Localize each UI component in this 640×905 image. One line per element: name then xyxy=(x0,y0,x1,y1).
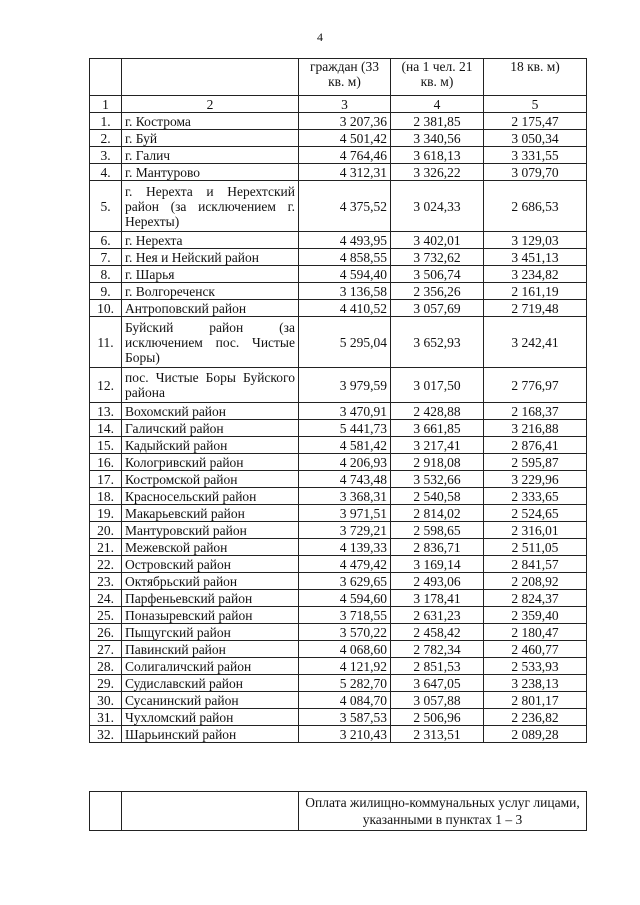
territory-name-cell: Павинский район xyxy=(122,641,299,658)
value-col4-cell: 3 732,62 xyxy=(391,249,484,266)
territory-name-cell: Парфеньевский район xyxy=(122,590,299,607)
table-row xyxy=(90,283,587,300)
value-col5-cell: 3 451,13 xyxy=(484,249,587,266)
territory-name-cell: пос. Чистые Боры Буйского района xyxy=(122,368,299,403)
value-col4-cell: 2 458,42 xyxy=(391,624,484,641)
table-row xyxy=(90,573,587,590)
value-col4-cell: 2 918,08 xyxy=(391,454,484,471)
value-col4-cell: 2 493,06 xyxy=(391,573,484,590)
table-row xyxy=(90,590,587,607)
row-number-cell: 31. xyxy=(90,709,122,726)
table-row xyxy=(90,437,587,454)
value-col4-cell: 3 017,50 xyxy=(391,368,484,403)
value-col5-cell: 2 776,97 xyxy=(484,368,587,403)
value-col5-cell: 2 511,05 xyxy=(484,539,587,556)
bottom-header-row xyxy=(90,792,587,831)
value-col3-cell: 5 441,73 xyxy=(299,420,391,437)
value-col4-cell: 3 217,41 xyxy=(391,437,484,454)
value-col4-cell: 3 024,33 xyxy=(391,181,484,232)
value-col5-cell: 2 841,57 xyxy=(484,556,587,573)
bottom-header-text: Оплата жилищно-коммунальных услуг лицами, указанными в пунктах 1 – 3 xyxy=(299,792,587,831)
territory-name-cell: Шарьинский район xyxy=(122,726,299,743)
value-col5-cell: 2 333,65 xyxy=(484,488,587,505)
value-col4-cell: 3 532,66 xyxy=(391,471,484,488)
value-col4-cell: 2 851,53 xyxy=(391,658,484,675)
table-row xyxy=(90,420,587,437)
header-cell-col4: (на 1 чел. 21 кв. м) xyxy=(391,59,484,96)
value-col4-cell: 3 506,74 xyxy=(391,266,484,283)
table-row xyxy=(90,266,587,283)
value-col4-cell: 3 647,05 xyxy=(391,675,484,692)
territory-name-cell: Костромской район xyxy=(122,471,299,488)
territory-name-cell: Буйский район (за исключением пос. Чистые Боры) xyxy=(122,317,299,368)
territory-name-cell: г. Мантурово xyxy=(122,164,299,181)
territory-name-cell: г. Волгореченск xyxy=(122,283,299,300)
bottom-cell-empty xyxy=(122,792,299,831)
value-col5-cell: 3 234,82 xyxy=(484,266,587,283)
table-row xyxy=(90,692,587,709)
row-number-cell: 28. xyxy=(90,658,122,675)
value-col3-cell: 4 312,31 xyxy=(299,164,391,181)
value-col5-cell: 3 050,34 xyxy=(484,130,587,147)
table-row xyxy=(90,539,587,556)
value-col4-cell: 2 782,34 xyxy=(391,641,484,658)
territory-name-cell: г. Галич xyxy=(122,147,299,164)
value-col3-cell: 3 629,65 xyxy=(299,573,391,590)
value-col5-cell: 3 129,03 xyxy=(484,232,587,249)
column-index-row xyxy=(90,96,587,113)
value-col3-cell: 4 493,95 xyxy=(299,232,391,249)
value-col3-cell: 3 587,53 xyxy=(299,709,391,726)
row-number-cell: 30. xyxy=(90,692,122,709)
row-number-cell: 27. xyxy=(90,641,122,658)
table-row xyxy=(90,675,587,692)
table-row xyxy=(90,624,587,641)
territory-name-cell: г. Нерехта xyxy=(122,232,299,249)
territory-name-cell: Антроповский район xyxy=(122,300,299,317)
value-col5-cell: 2 595,87 xyxy=(484,454,587,471)
index-cell: 3 xyxy=(299,96,391,113)
value-col4-cell: 2 313,51 xyxy=(391,726,484,743)
row-number-cell: 23. xyxy=(90,573,122,590)
row-number-cell: 12. xyxy=(90,368,122,403)
table-row xyxy=(90,607,587,624)
row-number-cell: 16. xyxy=(90,454,122,471)
territory-name-cell: Галичский район xyxy=(122,420,299,437)
index-cell: 4 xyxy=(391,96,484,113)
row-number-cell: 18. xyxy=(90,488,122,505)
value-col5-cell: 2 175,47 xyxy=(484,113,587,130)
value-col5-cell: 2 686,53 xyxy=(484,181,587,232)
territory-name-cell: г. Нея и Нейский район xyxy=(122,249,299,266)
value-col4-cell: 3 661,85 xyxy=(391,420,484,437)
value-col3-cell: 3 470,91 xyxy=(299,403,391,420)
index-cell: 2 xyxy=(122,96,299,113)
value-col4-cell: 2 381,85 xyxy=(391,113,484,130)
table-row xyxy=(90,454,587,471)
value-col3-cell: 3 210,43 xyxy=(299,726,391,743)
value-col5-cell: 2 524,65 xyxy=(484,505,587,522)
table-row xyxy=(90,113,587,130)
row-number-cell: 11. xyxy=(90,317,122,368)
row-number-cell: 24. xyxy=(90,590,122,607)
value-col5-cell: 2 168,37 xyxy=(484,403,587,420)
table-row xyxy=(90,709,587,726)
row-number-cell: 32. xyxy=(90,726,122,743)
territory-name-cell: Островский район xyxy=(122,556,299,573)
table-row xyxy=(90,232,587,249)
value-col3-cell: 4 594,40 xyxy=(299,266,391,283)
value-col3-cell: 4 375,52 xyxy=(299,181,391,232)
value-col5-cell: 2 533,93 xyxy=(484,658,587,675)
table-row xyxy=(90,317,587,368)
value-col5-cell: 2 180,47 xyxy=(484,624,587,641)
territory-name-cell: Пыщугский район xyxy=(122,624,299,641)
row-number-cell: 8. xyxy=(90,266,122,283)
table-row xyxy=(90,147,587,164)
value-col3-cell: 3 971,51 xyxy=(299,505,391,522)
row-number-cell: 13. xyxy=(90,403,122,420)
value-col5-cell: 2 801,17 xyxy=(484,692,587,709)
row-number-cell: 26. xyxy=(90,624,122,641)
value-col4-cell: 2 631,23 xyxy=(391,607,484,624)
value-col5-cell: 3 216,88 xyxy=(484,420,587,437)
row-number-cell: 22. xyxy=(90,556,122,573)
territory-name-cell: Межевской район xyxy=(122,539,299,556)
row-number-cell: 1. xyxy=(90,113,122,130)
value-col5-cell: 2 359,40 xyxy=(484,607,587,624)
value-col5-cell: 3 242,41 xyxy=(484,317,587,368)
row-number-cell: 5. xyxy=(90,181,122,232)
table-row xyxy=(90,130,587,147)
value-col5-cell: 2 824,37 xyxy=(484,590,587,607)
table-row xyxy=(90,658,587,675)
value-col4-cell: 3 652,93 xyxy=(391,317,484,368)
value-col4-cell: 2 506,96 xyxy=(391,709,484,726)
territory-name-cell: Поназыревский район xyxy=(122,607,299,624)
territory-name-cell: Сусанинский район xyxy=(122,692,299,709)
territory-name-cell: Вохомский район xyxy=(122,403,299,420)
row-number-cell: 17. xyxy=(90,471,122,488)
value-col5-cell: 2 316,01 xyxy=(484,522,587,539)
value-col5-cell: 2 719,48 xyxy=(484,300,587,317)
row-number-cell: 10. xyxy=(90,300,122,317)
value-col4-cell: 2 540,58 xyxy=(391,488,484,505)
value-col4-cell: 3 340,56 xyxy=(391,130,484,147)
header-cell-number xyxy=(90,59,122,96)
value-col5-cell: 2 236,82 xyxy=(484,709,587,726)
bottom-cell-empty xyxy=(90,792,122,831)
territory-name-cell: Судиславский район xyxy=(122,675,299,692)
table-row xyxy=(90,471,587,488)
row-number-cell: 9. xyxy=(90,283,122,300)
value-col3-cell: 3 729,21 xyxy=(299,522,391,539)
table-row xyxy=(90,249,587,266)
row-number-cell: 20. xyxy=(90,522,122,539)
table-row xyxy=(90,181,587,232)
header-row xyxy=(90,59,587,96)
value-col4-cell: 2 428,88 xyxy=(391,403,484,420)
value-col3-cell: 5 295,04 xyxy=(299,317,391,368)
value-col5-cell: 3 331,55 xyxy=(484,147,587,164)
value-col4-cell: 3 057,88 xyxy=(391,692,484,709)
value-col3-cell: 4 068,60 xyxy=(299,641,391,658)
value-col3-cell: 4 084,70 xyxy=(299,692,391,709)
value-col3-cell: 3 136,58 xyxy=(299,283,391,300)
row-number-cell: 21. xyxy=(90,539,122,556)
value-col3-cell: 4 121,92 xyxy=(299,658,391,675)
territory-name-cell: Мантуровский район xyxy=(122,522,299,539)
territory-name-cell: Кадыйский район xyxy=(122,437,299,454)
value-col4-cell: 3 402,01 xyxy=(391,232,484,249)
value-col3-cell: 3 718,55 xyxy=(299,607,391,624)
row-number-cell: 2. xyxy=(90,130,122,147)
value-col3-cell: 3 368,31 xyxy=(299,488,391,505)
value-col4-cell: 3 057,69 xyxy=(391,300,484,317)
value-col3-cell: 4 410,52 xyxy=(299,300,391,317)
value-col3-cell: 4 479,42 xyxy=(299,556,391,573)
value-col3-cell: 4 139,33 xyxy=(299,539,391,556)
territory-name-cell: Солигаличский район xyxy=(122,658,299,675)
value-col5-cell: 2 208,92 xyxy=(484,573,587,590)
table-row xyxy=(90,505,587,522)
value-col5-cell: 2 460,77 xyxy=(484,641,587,658)
value-col4-cell: 3 169,14 xyxy=(391,556,484,573)
value-col5-cell: 2 161,19 xyxy=(484,283,587,300)
value-col4-cell: 3 178,41 xyxy=(391,590,484,607)
table-row xyxy=(90,641,587,658)
value-col5-cell: 3 229,96 xyxy=(484,471,587,488)
value-col3-cell: 4 581,42 xyxy=(299,437,391,454)
value-col4-cell: 2 836,71 xyxy=(391,539,484,556)
value-col4-cell: 2 598,65 xyxy=(391,522,484,539)
bottom-header-table xyxy=(89,791,587,831)
row-number-cell: 14. xyxy=(90,420,122,437)
value-col3-cell: 4 858,55 xyxy=(299,249,391,266)
territory-name-cell: Кологривский район xyxy=(122,454,299,471)
value-col3-cell: 4 743,48 xyxy=(299,471,391,488)
table-row xyxy=(90,403,587,420)
header-cell-col3: граждан (33 кв. м) xyxy=(299,59,391,96)
table-row xyxy=(90,726,587,743)
value-col4-cell: 2 814,02 xyxy=(391,505,484,522)
value-col4-cell: 3 618,13 xyxy=(391,147,484,164)
header-cell-col5: 18 кв. м) xyxy=(484,59,587,96)
tariff-table xyxy=(89,58,587,743)
row-number-cell: 19. xyxy=(90,505,122,522)
value-col4-cell: 3 326,22 xyxy=(391,164,484,181)
value-col3-cell: 4 764,46 xyxy=(299,147,391,164)
value-col5-cell: 3 079,70 xyxy=(484,164,587,181)
header-cell-territory xyxy=(122,59,299,96)
row-number-cell: 6. xyxy=(90,232,122,249)
table-row xyxy=(90,300,587,317)
territory-name-cell: г. Шарья xyxy=(122,266,299,283)
table-row xyxy=(90,164,587,181)
row-number-cell: 29. xyxy=(90,675,122,692)
row-number-cell: 4. xyxy=(90,164,122,181)
value-col5-cell: 2 089,28 xyxy=(484,726,587,743)
territory-name-cell: г. Нерехта и Нерехтский район (за исключением г. Нерехты) xyxy=(122,181,299,232)
territory-name-cell: Красносельский район xyxy=(122,488,299,505)
value-col3-cell: 3 979,59 xyxy=(299,368,391,403)
page-number: 4 xyxy=(317,30,323,44)
row-number-cell: 15. xyxy=(90,437,122,454)
territory-name-cell: Октябрьский район xyxy=(122,573,299,590)
value-col4-cell: 2 356,26 xyxy=(391,283,484,300)
value-col3-cell: 3 570,22 xyxy=(299,624,391,641)
row-number-cell: 7. xyxy=(90,249,122,266)
table-row xyxy=(90,488,587,505)
table-row xyxy=(90,556,587,573)
territory-name-cell: г. Буй xyxy=(122,130,299,147)
territory-name-cell: г. Кострома xyxy=(122,113,299,130)
table-row xyxy=(90,522,587,539)
value-col3-cell: 3 207,36 xyxy=(299,113,391,130)
table-row xyxy=(90,368,587,403)
territory-name-cell: Чухломский район xyxy=(122,709,299,726)
value-col3-cell: 4 501,42 xyxy=(299,130,391,147)
value-col3-cell: 4 206,93 xyxy=(299,454,391,471)
territory-name-cell: Макарьевский район xyxy=(122,505,299,522)
row-number-cell: 25. xyxy=(90,607,122,624)
index-cell: 5 xyxy=(484,96,587,113)
value-col5-cell: 2 876,41 xyxy=(484,437,587,454)
value-col5-cell: 3 238,13 xyxy=(484,675,587,692)
value-col3-cell: 5 282,70 xyxy=(299,675,391,692)
value-col3-cell: 4 594,60 xyxy=(299,590,391,607)
index-cell: 1 xyxy=(90,96,122,113)
row-number-cell: 3. xyxy=(90,147,122,164)
